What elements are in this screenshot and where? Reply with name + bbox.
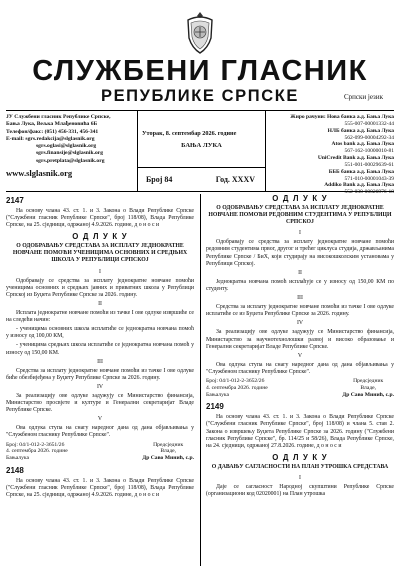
document-number: 2147: [6, 196, 24, 205]
issue-date: Уторак, 8. септембар 2026. године: [142, 130, 237, 137]
coat-of-arms-icon: [180, 8, 220, 56]
bank-account: 555-007-00001332-44: [344, 120, 394, 127]
bank-name: НЛБ банка а.д. Бања Лука: [327, 127, 394, 134]
section-number: I: [99, 268, 101, 275]
decision-title: О ДАВАЊУ САГЛАСНОСТИ НА ПЛАН УТРОШКА СРЕДСТАВА: [211, 463, 389, 470]
publisher-line: Телефон/факс: (051) 456-331, 456-341: [6, 128, 99, 135]
signing-place: Бањалука: [6, 455, 29, 462]
section-text: Даје се сагласност Народној скупштини Републике Српске (организациони код 02020001) на План утрошка: [206, 484, 394, 498]
reference-number: Број: 04/1-012-2-3651/26: [6, 441, 65, 448]
publisher-email[interactable]: sgrs.pretplata@slglasnik.org: [36, 157, 105, 164]
signing-date: 4. септембра 2026. године: [6, 448, 68, 455]
signing-place: Бањалука: [206, 391, 229, 398]
section-text: Исплата једнократне новчане помоћи из тачке I ове одлуке извршиће се на следећи начин:: [6, 310, 194, 324]
right-column: [206, 194, 394, 500]
section-number: V: [297, 352, 303, 359]
bank-account: 571-010-00001043-39: [344, 175, 394, 182]
section-text: Средства за исплату једнократне новчане помоћи из тачке I ове одлуке биће обезбијеђена у Буџету Републике Српске за 2026. годину.: [6, 367, 194, 381]
section-number: III: [297, 295, 303, 302]
signatory-role: Предсједник: [153, 441, 184, 448]
signature-block: [6, 442, 194, 462]
signatory-name: Др Саво Минић, с.р.: [342, 391, 394, 398]
decision-heading: О Д Л У К У: [72, 232, 128, 242]
column-divider: [200, 194, 201, 566]
section-text: За реализацију ове одлуке задужују се Министарство финансија, Министарство просвјете и културе и Генерални секретаријат Владе Републике Српске.: [6, 392, 194, 414]
bank-name: Addiko Bank а.д. Бања Лука: [324, 182, 394, 189]
bank-name: UniCredit Bank а.д. Бања Лука: [317, 155, 394, 162]
section-number: IV: [296, 320, 304, 327]
signing-date: 4. септембра 2026. године: [206, 384, 268, 391]
section-text: Одобравају се средства за исплату једнократне новчане помоћи редовним студентима првог, другог и трећег циклуса студија, држављанима Републике Српске / БиХ, који студирају на високошколским установама у Републици Српској.: [206, 239, 394, 267]
gazette-title: СЛУЖБЕНИ ГЛАСНИК: [32, 55, 368, 87]
section-text: Одобравају се средства за исплату једнократне новчане помоћи ученицима основних и средњих јавних и приватних школа у Републици Српској из Буџета Републике Српске за 2026. годину.: [6, 277, 194, 298]
section-text: Средства за исплату једнократне новчане помоћи из тачке I ове одлуке исплатиће се из Буџета Републике Српске за 2026. годину.: [206, 304, 394, 318]
website-link[interactable]: www.slglasnik.org: [6, 168, 73, 179]
decision-heading: О Д Л У К У: [272, 452, 328, 462]
publisher-email[interactable]: E-mail: sgrs.redakcija@slglasnik.org: [6, 135, 95, 142]
bank-account: 552-030-00026976-18: [344, 189, 394, 196]
publisher-line: ЈУ Службени гласник Републике Српске,: [6, 114, 111, 120]
bank-account: 567-162-10000010-81: [344, 148, 394, 155]
issue-number: Број 84: [146, 175, 173, 184]
publisher-email[interactable]: sgrs.oglasi@slglasnik.org: [36, 143, 97, 150]
left-column: [6, 196, 194, 501]
signatory-body: Владе,: [160, 448, 177, 455]
section-number: V: [97, 416, 103, 423]
signatory-role: Предсједник: [353, 377, 384, 384]
section-number: II: [298, 269, 302, 276]
signatory-body: Владе,: [360, 384, 377, 391]
section-number: III: [97, 358, 103, 365]
section-text: Ова одлука ступа на снагу наредног дана од дана објављивања у "Службеном гласнику Републике Српске".: [6, 425, 194, 439]
decision-title: О ОДОБРАВАЊУ СРЕДСТАВА ЗА ИСПЛАТУ ЈЕДНОКРАТНЕ НОВЧАНЕ ПОМОЋИ РЕДОВНИМ СТУДЕНТИМА У РЕПУБЛИЦИ СРПСКОЈ: [208, 205, 392, 226]
section-text: За реализацију ове одлуке задужују се Министарство финансија, Министарство за научнотехнолошки развој и високо образовање и Генерални секретаријат Владе Републике Српске.: [206, 329, 394, 350]
publisher-info: [6, 111, 136, 191]
issue-year: Год. XXXV: [215, 175, 255, 184]
bank-name: Жиро рачуни: Нова банка а.д. Бања Лука: [290, 114, 394, 120]
decision-title: О ОДОБРАВАЊУ СРЕДСТАВА ЗА ИСПЛАТУ ЈЕДНОКРАТНЕ НОВЧАНЕ ПОМОЋИ УЧЕНИЦИМА ОСНОВНИХ И СРЕДЊИХ ШКОЛА У РЕПУБЛИЦИ СРПСКОЈ: [12, 243, 188, 264]
signatory-name: Др Саво Минић, с.р.: [142, 455, 194, 462]
signature-block: [206, 378, 394, 398]
section-text: Ова одлука ступа на снагу наредног дана од дана објављивања у "Службеном гласнику Републике Српске".: [206, 361, 394, 375]
preamble: На основу члана 43. ст. 1. и 3. Закона о Влади Републике Српске ("Службени гласник Републике Српске", број 118/08), Влада Републике Српске, на 25. сједници, одржаној 4.9.2026. године, д о н о с и: [6, 208, 194, 229]
document-number: 2148: [6, 465, 24, 475]
document-number: 2149: [206, 402, 224, 412]
gazette-subtitle: РЕПУБЛИКЕ СРПСКЕ: [100, 87, 300, 105]
decision-heading: О Д Л У К У: [272, 194, 328, 203]
bank-account: 562-099-00004292-34: [344, 134, 394, 141]
section-text: - ученицима средњих школа исплатиће се једнократна новчана помоћ у износу од 150,00 КМ.: [6, 342, 194, 356]
preamble: На основу члана 43. ст. 1. и 3. Закона о Влади Републике Српске ("Службени гласник Републике Српске", број 118/08) и члана 5. став 2. Закона о извршењу Буџета Републике Српске за 2026. годину ("Службени гласник Републике Српске", бр. 114/25 и 58/26), Влада Републике Српске, на 24. сједници, одржаној 27.8.2026. године, д о н о с и: [206, 414, 394, 449]
language-label: Српски језик: [344, 93, 383, 101]
reference-number: Број: 04/1-012-2-3652/26: [206, 377, 265, 384]
section-number: II: [98, 300, 102, 307]
issue-info: [137, 111, 266, 191]
section-text: Једнократна новчана помоћ исплаћује се у износу од 150,00 КМ по студенту.: [206, 278, 394, 292]
section-text: - ученицима основних школа исплатиће се једнократна новчана помоћ у износу од 100,00 КМ,: [6, 326, 194, 340]
bank-account: 551-001-00029639-61: [344, 161, 394, 168]
section-number: IV: [96, 383, 104, 390]
bank-name: БББ банка а.д. Бања Лука: [328, 168, 394, 175]
publisher-email[interactable]: sgrs.finansije@slglasnik.org: [36, 150, 104, 157]
section-number: I: [299, 474, 301, 481]
publisher-line: Бања Лука, Вељка Млађеновића 6Б: [6, 121, 98, 128]
section-number: I: [299, 230, 301, 237]
preamble: На основу члана 43. ст. 1. и 3. Закона о Влади Републике Српске ("Службени гласник Републике Српске", број 118/08), Влада Републике Српске, на 25. сједници, одржаној 4.9.2026. године, д о н о с и: [6, 477, 194, 499]
bank-name: Atos bank а.д. Бања Лука: [331, 141, 394, 148]
issue-place: БАЊА ЛУКА: [181, 142, 222, 149]
bank-accounts: [268, 111, 394, 196]
issue-number-box: [138, 167, 265, 192]
